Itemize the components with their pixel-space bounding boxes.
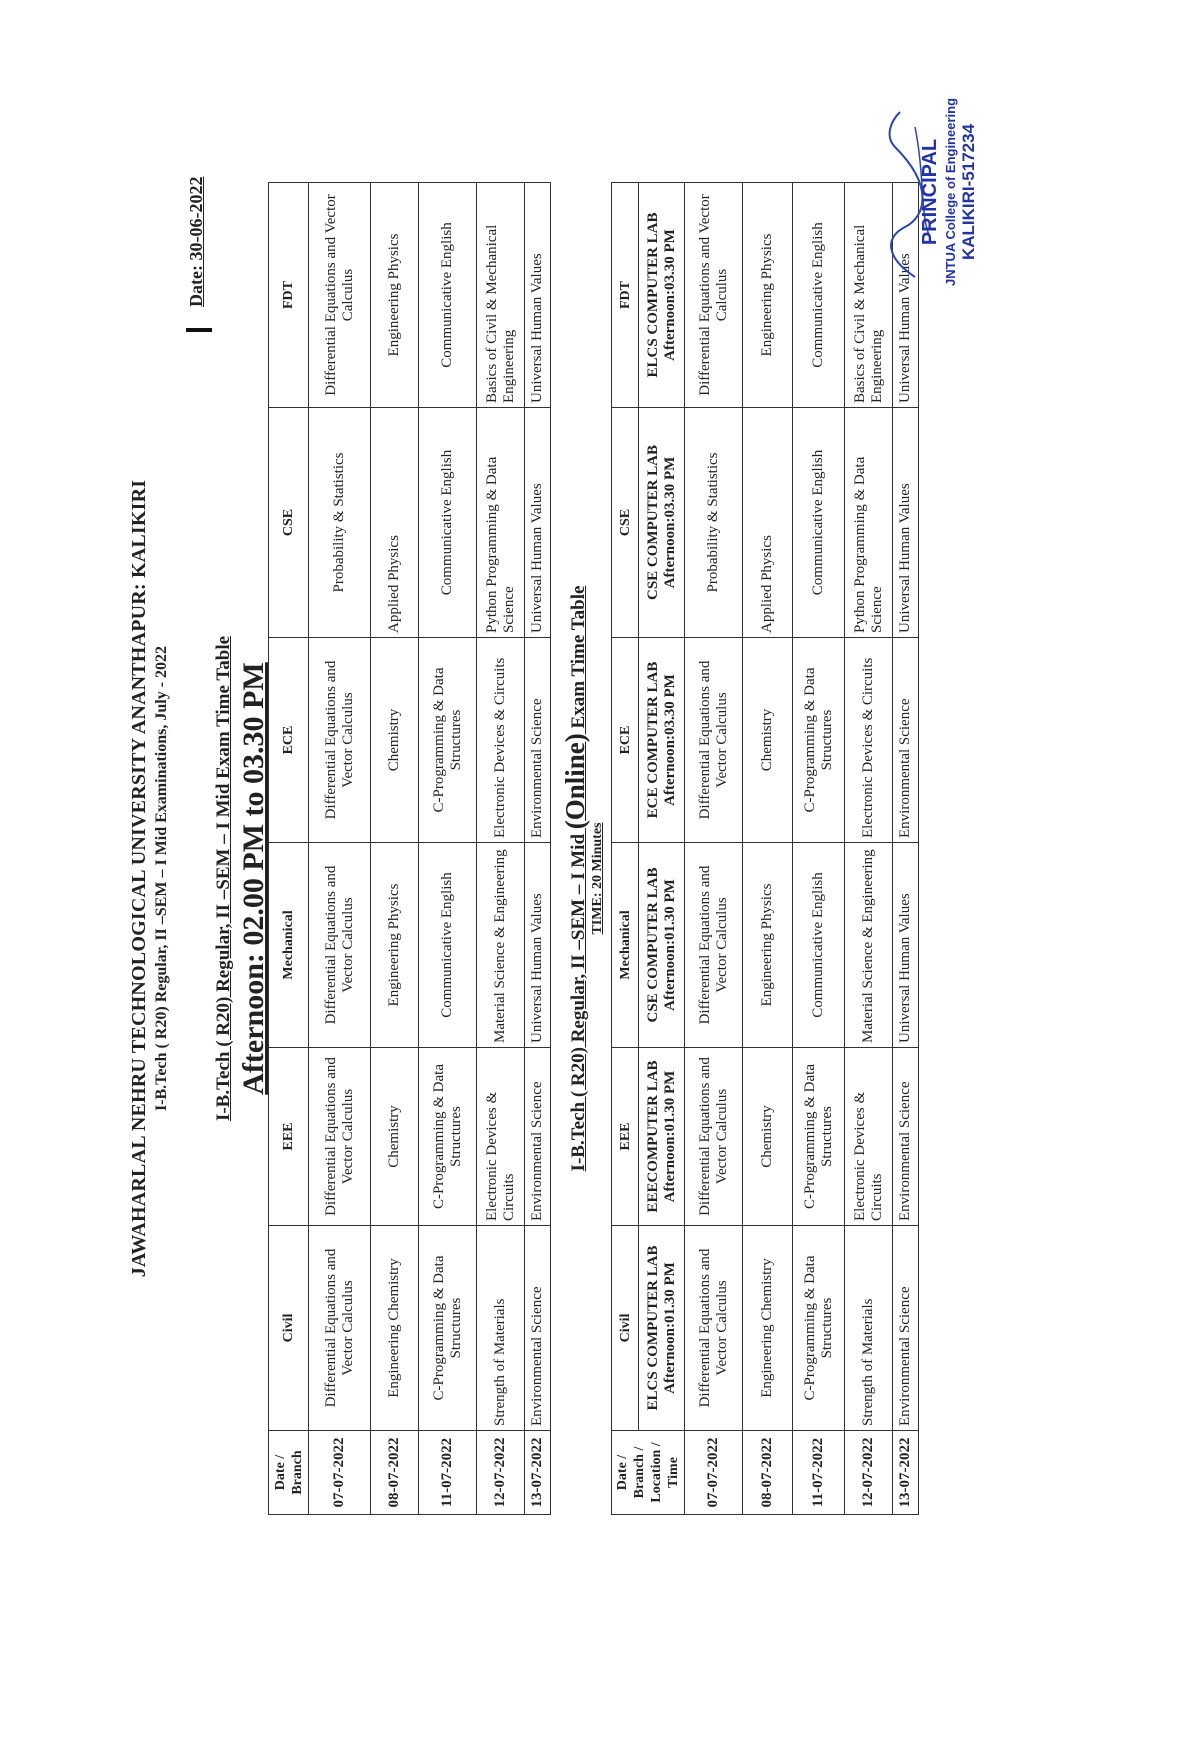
subject-cell: Engineering Physics xyxy=(743,183,793,408)
header-fdt: FDT xyxy=(269,183,309,408)
table-row xyxy=(371,183,419,1515)
header-eee: EEE xyxy=(612,1048,639,1226)
online-timetable xyxy=(611,182,919,1515)
subject-cell: Communicative English xyxy=(419,408,477,638)
subject-cell: Environmental Science xyxy=(525,1226,551,1431)
subject-cell: Chemistry xyxy=(371,1048,419,1226)
subject-cell: Chemistry xyxy=(743,1048,793,1226)
table-row xyxy=(685,183,743,1515)
subject-cell: Electronic Devices & Circuits xyxy=(477,638,525,843)
subject-cell: Environmental Science xyxy=(525,638,551,843)
lab-location-mechanical: CSE COMPUTER LAB Afternoon:01.30 PM xyxy=(639,843,685,1048)
header-ece: ECE xyxy=(269,638,309,843)
subject-cell: Differential Equations and Vector Calculus xyxy=(685,638,743,843)
lab-location-eee: EEECOMPUTER LAB Afternoon:01.30 PM xyxy=(639,1048,685,1226)
subject-cell: Strength of Materials xyxy=(845,1226,893,1431)
subject-cell: Universal Human Values xyxy=(525,183,551,408)
subject-cell: Applied Physics xyxy=(371,408,419,638)
header-mechanical: Mechanical xyxy=(612,843,639,1048)
exam-date: 07-07-2022 xyxy=(309,1431,371,1515)
header-civil: Civil xyxy=(269,1226,309,1431)
subject-cell: Environmental Science xyxy=(893,638,919,843)
exam-date: 08-07-2022 xyxy=(371,1431,419,1515)
subject-cell: C-Programming & Data Structures xyxy=(419,638,477,843)
stamp-college: JNTUA College of Engineering xyxy=(943,97,958,287)
subject-cell: Chemistry xyxy=(743,638,793,843)
subject-cell: Communicative English xyxy=(793,183,845,408)
subject-cell: Engineering Physics xyxy=(743,843,793,1048)
subject-cell: Universal Human Values xyxy=(893,408,919,638)
header-eee: EEE xyxy=(269,1048,309,1226)
subject-cell: Universal Human Values xyxy=(893,843,919,1048)
online-title-suffix: Exam Time Table xyxy=(568,585,589,734)
header-mechanical: Mechanical xyxy=(269,843,309,1048)
university-title: JAWAHARLAL NEHRU TECHNOLOGICAL UNIVERSITY ANANTHAPUR: KALIKIRI xyxy=(128,479,150,1278)
exam-date: 07-07-2022 xyxy=(685,1431,743,1515)
subject-cell: Strength of Materials xyxy=(477,1226,525,1431)
subject-cell: C-Programming & Data Structures xyxy=(419,1048,477,1226)
exam-date: 12-07-2022 xyxy=(477,1431,525,1515)
subject-cell: Engineering Chemistry xyxy=(371,1226,419,1431)
subject-cell: Probability & Statistics xyxy=(685,408,743,638)
subject-cell: Differential Equations and Vector Calculus xyxy=(685,843,743,1048)
subject-cell: Electronic Devices & Circuits xyxy=(845,1048,893,1226)
lab-location-civil: ELCS COMPUTER LAB Afternoon:01.30 PM xyxy=(639,1226,685,1431)
offline-timetable xyxy=(268,182,551,1515)
subject-cell: Probability & Statistics xyxy=(309,408,371,638)
issue-date: Date: 30-06-2022 xyxy=(186,176,206,307)
subject-cell: Basics of Civil & Mechanical Engineering xyxy=(477,183,525,408)
subject-cell: Differential Equations and Vector Calculus xyxy=(309,1048,371,1226)
online-title-online: (Online) xyxy=(560,733,590,830)
subject-cell: Environmental Science xyxy=(525,1048,551,1226)
header-cse: CSE xyxy=(612,408,639,638)
table-row xyxy=(419,183,477,1515)
subject-cell: Differential Equations and Vector Calculus xyxy=(309,1226,371,1431)
table-row xyxy=(743,183,793,1515)
subject-cell: Communicative English xyxy=(419,183,477,408)
subject-cell: Material Science & Engineering xyxy=(477,843,525,1048)
subject-cell: C-Programming & Data Structures xyxy=(793,1048,845,1226)
offline-session-time: Afternoon: 02.00 PM to 03.30 PM xyxy=(237,662,270,1095)
exam-date: 11-07-2022 xyxy=(793,1431,845,1515)
subject-cell: C-Programming & Data Structures xyxy=(419,1226,477,1431)
subject-cell: Electronic Devices & Circuits xyxy=(477,1048,525,1226)
subject-cell: Universal Human Values xyxy=(893,183,919,408)
stamp-address: KALIKIRI-517234 xyxy=(959,123,978,261)
table-row xyxy=(309,183,371,1515)
header-ece: ECE xyxy=(612,638,639,843)
header-cse: CSE xyxy=(269,408,309,638)
subject-cell: Differential Equations and Vector Calculus xyxy=(309,183,371,408)
table-header-row xyxy=(612,183,639,1515)
table-row xyxy=(893,183,919,1515)
table-row xyxy=(793,183,845,1515)
subject-cell: Communicative English xyxy=(793,843,845,1048)
subject-cell: Communicative English xyxy=(419,843,477,1048)
subject-cell: Applied Physics xyxy=(743,408,793,638)
exam-subtitle: I-B.Tech ( R20) Regular, II –SEM – I Mid Examinations, July - 2022 xyxy=(153,645,170,1112)
stamp-title: PRINCIPAL xyxy=(919,138,941,246)
principal-stamp xyxy=(875,87,985,297)
subject-cell: Engineering Chemistry xyxy=(743,1226,793,1431)
exam-date: 13-07-2022 xyxy=(893,1431,919,1515)
exam-date: 12-07-2022 xyxy=(845,1431,893,1515)
subject-cell: Environmental Science xyxy=(893,1226,919,1431)
table-row xyxy=(477,183,525,1515)
table-header-row xyxy=(269,183,309,1515)
online-title-prefix: I-B.Tech ( R20) Regular, II –SEM – I Mid xyxy=(568,829,589,1172)
offline-timetable-title: I-B.Tech ( R20) Regular, II –SEM – I Mid Exam Time Table xyxy=(213,635,234,1122)
online-exam-duration: TIME: 20 Minutes xyxy=(590,822,605,935)
subject-cell: Universal Human Values xyxy=(525,408,551,638)
subject-cell: Differential Equations and Vector Calculus xyxy=(685,1048,743,1226)
lab-location-fdt: ELCS COMPUTER LAB Afternoon:03.30 PM xyxy=(639,183,685,408)
subject-cell: Differential Equations and Vector Calculus xyxy=(685,1226,743,1431)
table-row xyxy=(845,183,893,1515)
subject-cell: Environmental Science xyxy=(893,1048,919,1226)
subject-cell: Engineering Physics xyxy=(371,183,419,408)
online-timetable-title xyxy=(560,0,591,1757)
exam-date: 13-07-2022 xyxy=(525,1431,551,1515)
subject-cell: Universal Human Values xyxy=(525,843,551,1048)
lab-location-cse: CSE COMPUTER LAB Afternoon:03.30 PM xyxy=(639,408,685,638)
subject-cell: C-Programming & Data Structures xyxy=(793,638,845,843)
header-date-branch-location: Date / Branch / Location / Time xyxy=(612,1431,685,1515)
subject-cell: Chemistry xyxy=(371,638,419,843)
table-row xyxy=(525,183,551,1515)
header-fdt: FDT xyxy=(612,183,639,408)
header-civil: Civil xyxy=(612,1226,639,1431)
subject-cell: Python Programming & Data Science xyxy=(845,408,893,638)
subject-cell: C-Programming & Data Structures xyxy=(793,1226,845,1431)
subject-cell: Differential Equations and Vector Calculus xyxy=(685,183,743,408)
subject-cell: Basics of Civil & Mechanical Engineering xyxy=(845,183,893,408)
subject-cell: Differential Equations and Vector Calculus xyxy=(309,843,371,1048)
exam-date: 11-07-2022 xyxy=(419,1431,477,1515)
subject-cell: Electronic Devices & Circuits xyxy=(845,638,893,843)
subject-cell: Material Science & Engineering xyxy=(845,843,893,1048)
location-row xyxy=(639,183,685,1515)
header-date-branch: Date / Branch xyxy=(269,1431,309,1515)
date-margin-rule xyxy=(186,328,212,332)
subject-cell: Engineering Physics xyxy=(371,843,419,1048)
subject-cell: Differential Equations and Vector Calculus xyxy=(309,638,371,843)
exam-date: 08-07-2022 xyxy=(743,1431,793,1515)
lab-location-ece: ECE COMPUTER LAB Afternoon:03.30 PM xyxy=(639,638,685,843)
subject-cell: Python Programming & Data Science xyxy=(477,408,525,638)
subject-cell: Communicative English xyxy=(793,408,845,638)
